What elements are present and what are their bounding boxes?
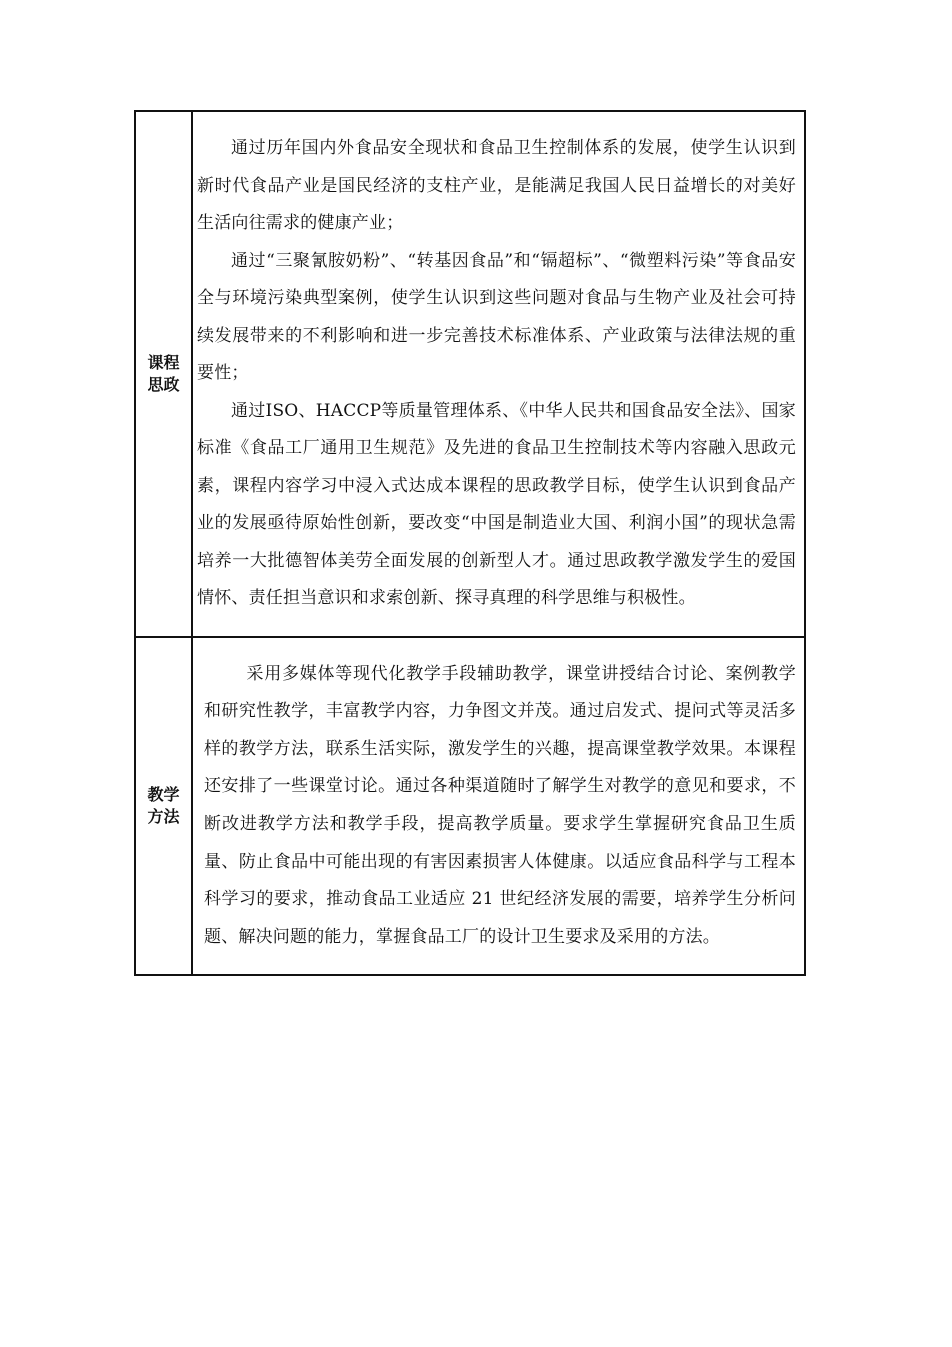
row-label-line: 教学 — [147, 785, 180, 804]
syllabus-table — [134, 110, 806, 976]
table-row-course-ideology — [135, 111, 805, 637]
row-label-teaching-methods — [135, 637, 192, 975]
paragraph: 通过ISO、HACCP等质量管理体系、《中华人民共和国食品安全法》、国家标准《食品工厂通用卫生规范》及先进的食品卫生控制技术等内容融入思政元素，课程内容学习中浸入式达成本课程的思政教学目标，使学生认识到食品产业的发展亟待原始性创新，要改变“中国是制造业大国、利润小国”的现状急需培养一大批德智体美劳全面发展的创新型人才。通过思政教学激发学生的爱国情怀、责任担当意识和求索创新、探寻真理的科学思维与积极性。 — [197, 400, 796, 609]
paragraph: 采用多媒体等现代化教学手段辅助教学，课堂讲授结合讨论、案例教学和研究性教学，丰富教学内容，力争图文并茂。通过启发式、提问式等灵活多样的教学方法，联系生活实际，激发学生的兴趣，提高课堂教学效果。本课程还安排了一些课堂讨论。通过各种渠道随时了解学生对教学的意见和要求，不断改进教学方法和教学手段，提高教学质量。要求学生掌握研究食品卫生质量、防止食品中可能出现的有害因素损害人体健康。以适应食品科学与工程本科学习的要求，推动食品工业适应 21 世纪经济发展的需要，培养学生分析问题、解决问题的能力，掌握食品工厂的设计卫生要求及采用的方法。 — [204, 663, 796, 947]
row-label-line: 课程 — [147, 353, 180, 372]
paragraph: 通过“三聚氰胺奶粉”、“转基因食品”和“镉超标”、“微塑料污染”等食品安全与环境污染典型案例，使学生认识到这些问题对食品与生物产业及社会可持续发展带来的不利影响和进一步完善技术标准体系、产业政策与法律法规的重要性； — [197, 250, 796, 384]
paragraph: 通过历年国内外食品安全现状和食品卫生控制体系的发展，使学生认识到新时代食品产业是国民经济的支柱产业，是能满足我国人民日益增长的对美好生活向往需求的健康产业； — [197, 138, 796, 234]
row-content-teaching-methods — [192, 637, 805, 975]
row-label-line: 思政 — [147, 375, 180, 394]
table-row-teaching-methods — [135, 637, 805, 975]
row-content-course-ideology — [192, 111, 805, 637]
row-label-course-ideology — [135, 111, 192, 637]
row-label-line: 方法 — [147, 807, 180, 826]
